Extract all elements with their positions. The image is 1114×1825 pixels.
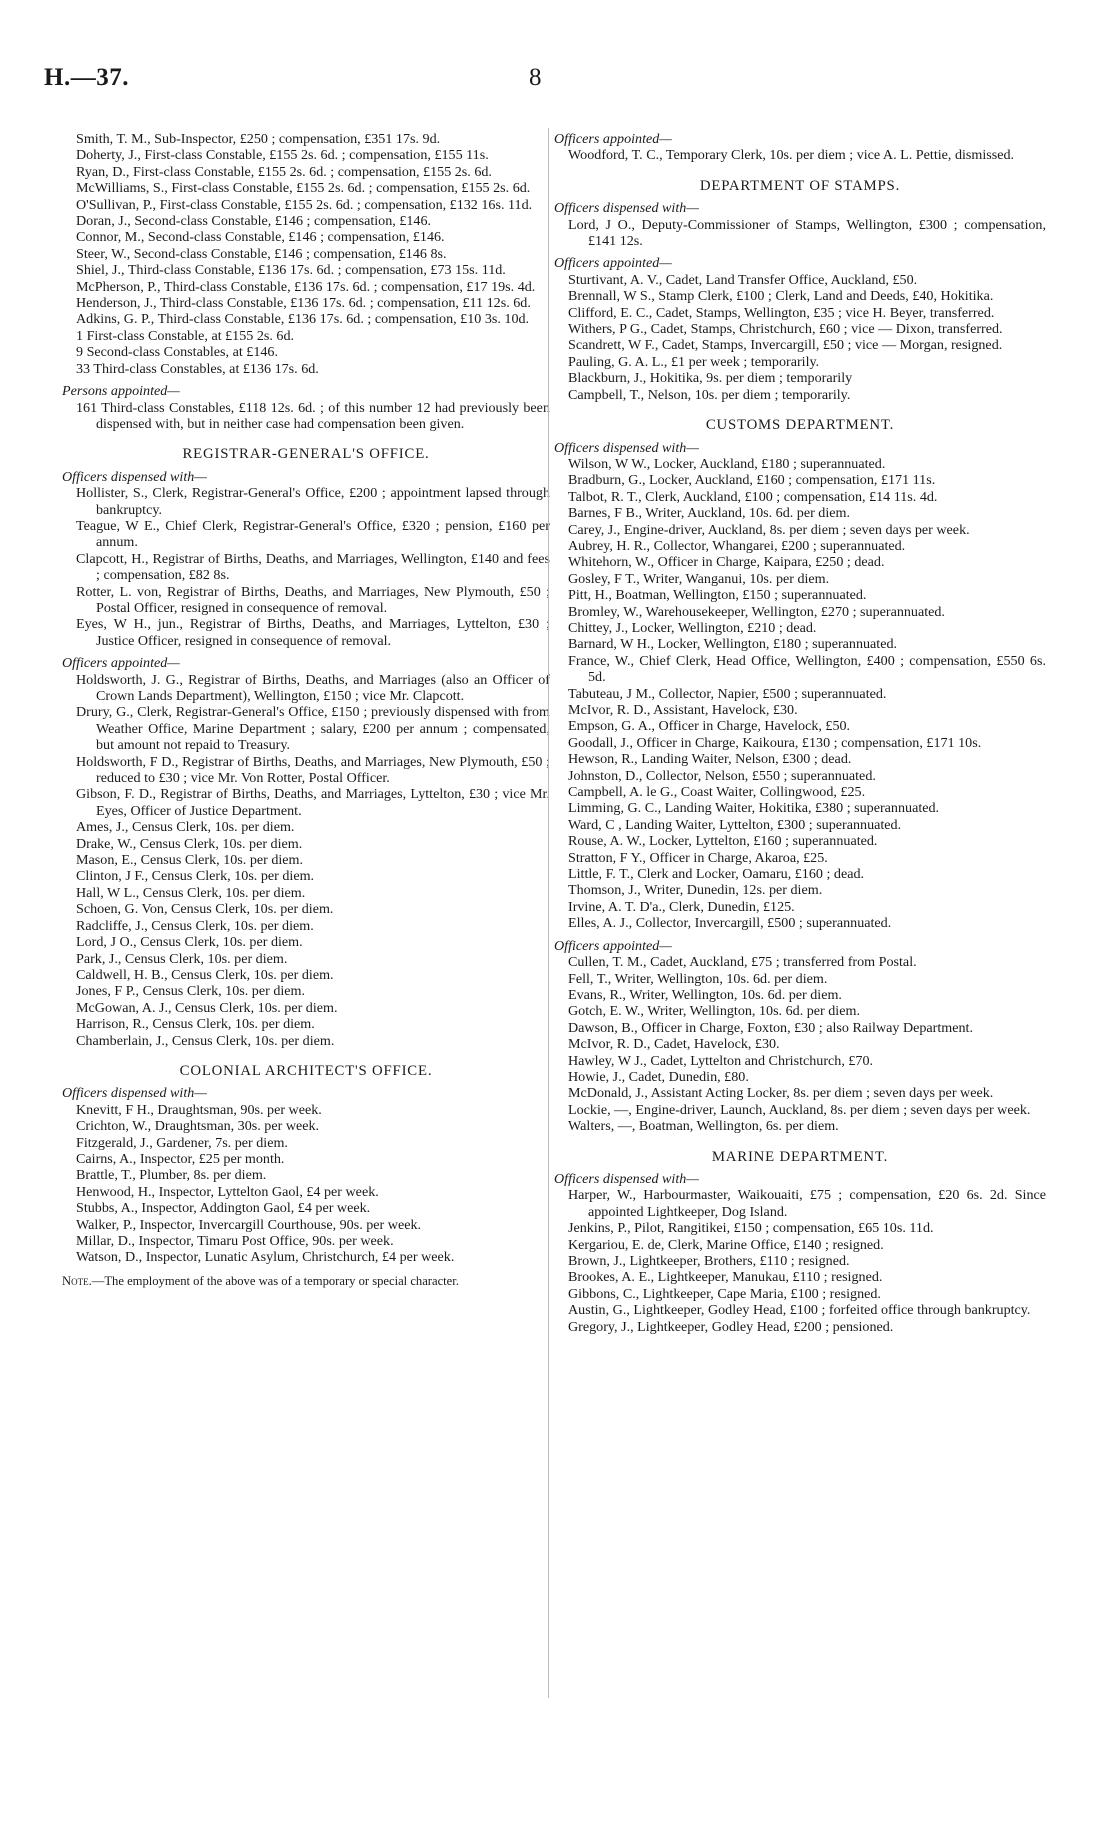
list-item: Jones, F P., Census Clerk, 10s. per diem. <box>76 983 306 1000</box>
report-identifier: H.—37. <box>44 64 129 91</box>
list-item: Henwood, H., Inspector, Lyttelton Gaol, £4 per week. <box>76 1183 379 1200</box>
subsection-heading: Officers dispensed with— <box>62 468 207 485</box>
list-item: France, W., Chief Clerk, Head Office, Wellington, £400 ; compensation, £550 6s. 5d. <box>568 652 1046 686</box>
list-item: Whitehorn, W., Officer in Charge, Kaipara, £250 ; dead. <box>568 554 885 571</box>
list-item: McPherson, P., Third-class Constable, £136 17s. 6d. ; compensation, £17 19s. 4d. <box>76 278 536 295</box>
list-item: Stubbs, A., Inspector, Addington Gaol, £4 per week. <box>76 1200 371 1217</box>
list-item: Fitzgerald, J., Gardener, 7s. per diem. <box>76 1134 288 1151</box>
list-item: Gibson, F. D., Registrar of Births, Deaths, and Marriages, Lyttelton, £30 ; vice Mr. Eyes, Officer of Justice Department. <box>76 786 550 819</box>
list-item: Chittey, J., Locker, Wellington, £210 ; dead. <box>568 619 817 636</box>
list-item: Doherty, J., First-class Constable, £155 2s. 6d. ; compensation, £155 11s. <box>76 147 489 164</box>
list-item: Blackburn, J., Hokitika, 9s. per diem ; temporarily <box>568 370 853 387</box>
list-item: Johnston, D., Collector, Nelson, £550 ; superannuated. <box>568 767 876 784</box>
section-heading: DEPARTMENT OF STAMPS. <box>699 177 901 194</box>
list-item: Holdsworth, J. G., Registrar of Births, Deaths, and Marriages (also an Officer of Crown Lands Department), Wellington, £150 ; vice Mr. Clapcott. <box>76 671 550 704</box>
list-item: Jenkins, P., Pilot, Rangitikei, £150 ; compensation, £65 10s. 11d. <box>568 1220 934 1237</box>
list-item: Dawson, B., Officer in Charge, Foxton, £30 ; also Railway Department. <box>568 1019 973 1036</box>
list-item: Lord, J O., Deputy-Commissioner of Stamps, Wellington, £300 ; compensation, £141 12s. <box>568 216 1046 250</box>
list-item: Cairns, A., Inspector, £25 per month. <box>76 1150 285 1167</box>
list-item: Bromley, W., Warehousekeeper, Wellington, £270 ; superannuated. <box>568 603 945 620</box>
list-item: Empson, G. A., Officer in Charge, Havelock, £50. <box>568 718 851 735</box>
list-item: Goodall, J., Officer in Charge, Kaikoura, £130 ; compensation, £171 10s. <box>568 734 982 751</box>
list-item: 33 Third-class Constables, at £136 17s. 6d. <box>76 360 319 377</box>
list-item: Lord, J O., Census Clerk, 10s. per diem. <box>76 934 303 951</box>
list-item: Fell, T., Writer, Wellington, 10s. 6d. per diem. <box>568 970 828 987</box>
list-item: Teague, W E., Chief Clerk, Registrar-General's Office, £320 ; pension, £160 per annum. <box>76 517 550 551</box>
list-item: Gotch, E. W., Writer, Wellington, 10s. 6d. per diem. <box>568 1003 860 1020</box>
list-item: Ward, C , Landing Waiter, Lyttelton, £300 ; superannuated. <box>568 816 902 833</box>
subsection-heading: Officers appointed— <box>554 255 672 272</box>
list-item: Drury, G., Clerk, Registrar-General's Office, £150 ; previously dispensed with from Weather Office, Marine Department ; salary, £200 per annum ; compensated, but amount not repaid to Treasury. <box>76 704 550 754</box>
list-item: Smith, T. M., Sub-Inspector, £250 ; compensation, £351 17s. 9d. <box>76 131 441 147</box>
subsection-heading: Officers appointed— <box>62 655 180 672</box>
list-item: Irvine, A. T. D'a., Clerk, Dunedin, £125. <box>568 898 795 915</box>
entry-list <box>554 272 1046 403</box>
subsection-heading: Officers appointed— <box>554 937 672 954</box>
list-item: Radcliffe, J., Census Clerk, 10s. per diem. <box>76 917 314 934</box>
list-item: Ryan, D., First-class Constable, £155 2s. 6d. ; compensation, £155 2s. 6d. <box>76 163 492 180</box>
entry-list <box>62 131 550 377</box>
subsection-heading: Persons appointed— <box>62 383 180 400</box>
list-item: Lockie, —, Engine-driver, Launch, Auckland, 8s. per diem ; seven days per week. <box>568 1101 1031 1118</box>
subsection-heading: Officers dispensed with— <box>62 1085 207 1102</box>
list-item: McWilliams, S., First-class Constable, £155 2s. 6d. ; compensation, £155 2s. 6d. <box>76 180 531 197</box>
list-item: Brookes, A. E., Lightkeeper, Manukau, £110 ; resigned. <box>568 1269 883 1286</box>
list-item: Harrison, R., Census Clerk, 10s. per diem. <box>76 1016 315 1033</box>
list-item: Connor, M., Second-class Constable, £146 ; compensation, £146. <box>76 229 445 246</box>
list-item: Gosley, F T., Writer, Wanganui, 10s. per diem. <box>568 570 830 587</box>
list-item: Bradburn, G., Locker, Auckland, £160 ; compensation, £171 11s. <box>568 472 936 489</box>
entry-list <box>554 147 1046 163</box>
left-column <box>62 131 550 1288</box>
list-item: Aubrey, H. R., Collector, Whangarei, £200 ; superannuated. <box>568 537 906 554</box>
subsection-heading: Officers dispensed with— <box>554 1170 699 1187</box>
list-item: Adkins, G. P., Third-class Constable, £136 17s. 6d. ; compensation, £10 3s. 10d. <box>76 311 530 328</box>
list-item: Rotter, L. von, Registrar of Births, Deaths, and Marriages, New Plymouth, £50 ; Postal Officer, resigned in consequence of removal. <box>76 583 550 616</box>
list-item: Thomson, J., Writer, Dunedin, 12s. per diem. <box>568 882 823 899</box>
list-item: McDonald, J., Assistant Acting Locker, 8s. per diem ; seven days per week. <box>568 1085 994 1102</box>
section-heading: COLONIAL ARCHITECT'S OFFICE. <box>179 1062 433 1079</box>
list-item: Clinton, J F., Census Clerk, 10s. per diem. <box>76 868 315 885</box>
entry-list <box>62 672 550 1049</box>
list-item: Tabuteau, J M., Collector, Napier, £500 ; superannuated. <box>568 685 887 702</box>
entry-list <box>554 217 1046 250</box>
list-item: Cullen, T. M., Cadet, Auckland, £75 ; transferred from Postal. <box>568 954 917 971</box>
list-item: Hall, W L., Census Clerk, 10s. per diem. <box>76 884 306 901</box>
list-item: Park, J., Census Clerk, 10s. per diem. <box>76 950 288 967</box>
list-item: Henderson, J., Third-class Constable, £136 17s. 6d. ; compensation, £11 12s. 6d. <box>76 295 531 312</box>
list-item: Holdsworth, F D., Registrar of Births, Deaths, and Marriages, New Plymouth, £50 ; reduced to £30 ; vice Mr. Von Rotter, Postal Officer. <box>76 753 550 787</box>
footnote-label: Note. <box>62 1273 92 1288</box>
column-divider <box>548 128 549 1698</box>
list-item: Watson, D., Inspector, Lunatic Asylum, Christchurch, £4 per week. <box>76 1249 455 1266</box>
list-item: Austin, G., Lightkeeper, Godley Head, £100 ; forfeited office through bankruptcy. <box>568 1302 1031 1319</box>
list-item: Limming, G. C., Landing Waiter, Hokitika, £380 ; superannuated. <box>568 800 940 817</box>
list-item: Millar, D., Inspector, Timaru Post Office, 90s. per week. <box>76 1233 394 1249</box>
list-item: Caldwell, H. B., Census Clerk, 10s. per diem. <box>76 966 334 983</box>
list-item: Barnard, W H., Locker, Wellington, £180 ; superannuated. <box>568 636 898 653</box>
footnote <box>62 1274 550 1288</box>
list-item: Elles, A. J., Collector, Invercargill, £500 ; superannuated. <box>568 915 892 932</box>
list-item: Chamberlain, J., Census Clerk, 10s. per diem. <box>76 1032 335 1049</box>
list-item: Howie, J., Cadet, Dunedin, £80. <box>568 1068 749 1085</box>
list-item: Withers, P G., Cadet, Stamps, Christchurch, £60 ; vice — Dixon, transferred. <box>568 321 1003 338</box>
list-item: Stratton, F Y., Officer in Charge, Akaroa, £25. <box>568 849 828 866</box>
list-item: Brown, J., Lightkeeper, Brothers, £110 ; resigned. <box>568 1253 850 1269</box>
list-item: Schoen, G. Von, Census Clerk, 10s. per diem. <box>76 901 334 918</box>
list-item: O'Sullivan, P., First-class Constable, £155 2s. 6d. ; compensation, £132 16s. 11d. <box>76 196 533 213</box>
entry-list <box>62 400 550 433</box>
list-item: Rouse, A. W., Locker, Lyttelton, £160 ; superannuated. <box>568 833 878 850</box>
list-item: Little, F. T., Clerk and Locker, Oamaru, £160 ; dead. <box>568 866 865 883</box>
list-item: Scandrett, W F., Cadet, Stamps, Invercargill, £50 ; vice — Morgan, resigned. <box>568 337 1003 354</box>
subsection-heading: Officers dispensed with— <box>554 439 699 456</box>
page-number: 8 <box>529 64 542 91</box>
list-item: Campbell, A. le G., Coast Waiter, Collingwood, £25. <box>568 784 866 801</box>
list-item: Talbot, R. T., Clerk, Auckland, £100 ; compensation, £14 11s. 4d. <box>568 488 938 505</box>
section-heading: REGISTRAR-GENERAL'S OFFICE. <box>182 446 430 463</box>
section-heading: CUSTOMS DEPARTMENT. <box>705 417 895 434</box>
right-column <box>554 131 1046 1335</box>
list-item: Brennall, W S., Stamp Clerk, £100 ; Clerk, Land and Deeds, £40, Hokitika. <box>568 288 994 305</box>
list-item: Gregory, J., Lightkeeper, Godley Head, £200 ; pensioned. <box>568 1318 894 1335</box>
section-heading: MARINE DEPARTMENT. <box>711 1148 889 1165</box>
entry-list <box>62 485 550 649</box>
subsection-heading: Officers appointed— <box>554 131 672 147</box>
list-item: Evans, R., Writer, Wellington, 10s. 6d. per diem. <box>568 986 842 1003</box>
list-item: Carey, J., Engine-driver, Auckland, 8s. per diem ; seven days per week. <box>568 521 970 538</box>
list-item: Walters, —, Boatman, Wellington, 6s. per diem. <box>568 1118 839 1135</box>
list-item: McIvor, R. D., Cadet, Havelock, £30. <box>568 1036 780 1053</box>
list-item: Shiel, J., Third-class Constable, £136 17s. 6d. ; compensation, £73 15s. 11d. <box>76 262 506 279</box>
list-item: Harper, W., Harbourmaster, Waikouaiti, £75 ; compensation, £20 6s. 2d. Since appointed Lightkeeper, Dog Island. <box>568 1187 1046 1220</box>
list-item: Hewson, R., Landing Waiter, Nelson, £300 ; dead. <box>568 751 852 768</box>
list-item: Hawley, W J., Cadet, Lyttelton and Christchurch, £70. <box>568 1052 874 1069</box>
entry-list <box>62 1102 550 1266</box>
list-item: Pauling, G. A. L., £1 per week ; temporarily. <box>568 353 820 370</box>
list-item: 9 Second-class Constables, at £146. <box>76 344 278 361</box>
list-item: Pitt, H., Boatman, Wellington, £150 ; superannuated. <box>568 587 867 604</box>
list-item: Doran, J., Second-class Constable, £146 ; compensation, £146. <box>76 213 432 230</box>
list-item: Brattle, T., Plumber, 8s. per diem. <box>76 1167 267 1184</box>
list-item: Campbell, T., Nelson, 10s. per diem ; temporarily. <box>568 386 851 403</box>
list-item: Walker, P., Inspector, Invercargill Courthouse, 90s. per week. <box>76 1216 422 1233</box>
list-item: Mason, E., Census Clerk, 10s. per diem. <box>76 852 304 869</box>
list-item: Hollister, S., Clerk, Registrar-General's Office, £200 ; appointment lapsed through bankruptcy. <box>76 485 550 518</box>
list-item: Eyes, W H., jun., Registrar of Births, Deaths, and Marriages, Lyttelton, £30 ; Justice Officer, resigned in consequence of removal. <box>76 616 550 649</box>
list-item: Crichton, W., Draughtsman, 30s. per week. <box>76 1118 320 1135</box>
entry-list <box>554 1187 1046 1335</box>
list-item: Wilson, W W., Locker, Auckland, £180 ; superannuated. <box>568 455 886 472</box>
list-item: Kergariou, E. de, Clerk, Marine Office, £140 ; resigned. <box>568 1236 884 1253</box>
footnote-text: —The employment of the above was of a temporary or special character. <box>91 1273 459 1288</box>
list-item: Woodford, T. C., Temporary Clerk, 10s. per diem ; vice A. L. Pettie, dismissed. <box>568 147 1015 164</box>
list-item: Ames, J., Census Clerk, 10s. per diem. <box>76 819 295 836</box>
list-item: Gibbons, C., Lightkeeper, Cape Maria, £100 ; resigned. <box>568 1285 881 1302</box>
list-item: McIvor, R. D., Assistant, Havelock, £30. <box>568 702 798 718</box>
entry-list <box>554 456 1046 932</box>
entry-list <box>554 954 1046 1134</box>
list-item: Drake, W., Census Clerk, 10s. per diem. <box>76 835 303 852</box>
subsection-heading: Officers dispensed with— <box>554 200 699 217</box>
list-item: Knevitt, F H., Draughtsman, 90s. per week. <box>76 1101 322 1118</box>
list-item: 161 Third-class Constables, £118 12s. 6d. ; of this number 12 had previously been dispensed with, but in neither case had compensation been given. <box>76 399 550 432</box>
list-item: McGowan, A. J., Census Clerk, 10s. per diem. <box>76 999 338 1016</box>
list-item: Steer, W., Second-class Constable, £146 ; compensation, £146 8s. <box>76 245 447 262</box>
list-item: Clapcott, H., Registrar of Births, Deaths, and Marriages, Wellington, £140 and fees ; compensation, £82 8s. <box>76 550 550 584</box>
list-item: Sturtivant, A. V., Cadet, Land Transfer Office, Auckland, £50. <box>568 271 918 288</box>
list-item: Barnes, F B., Writer, Auckland, 10s. 6d. per diem. <box>568 505 851 522</box>
list-item: 1 First-class Constable, at £155 2s. 6d. <box>76 327 295 344</box>
list-item: Clifford, E. C., Cadet, Stamps, Wellington, £35 ; vice H. Beyer, transferred. <box>568 304 995 321</box>
